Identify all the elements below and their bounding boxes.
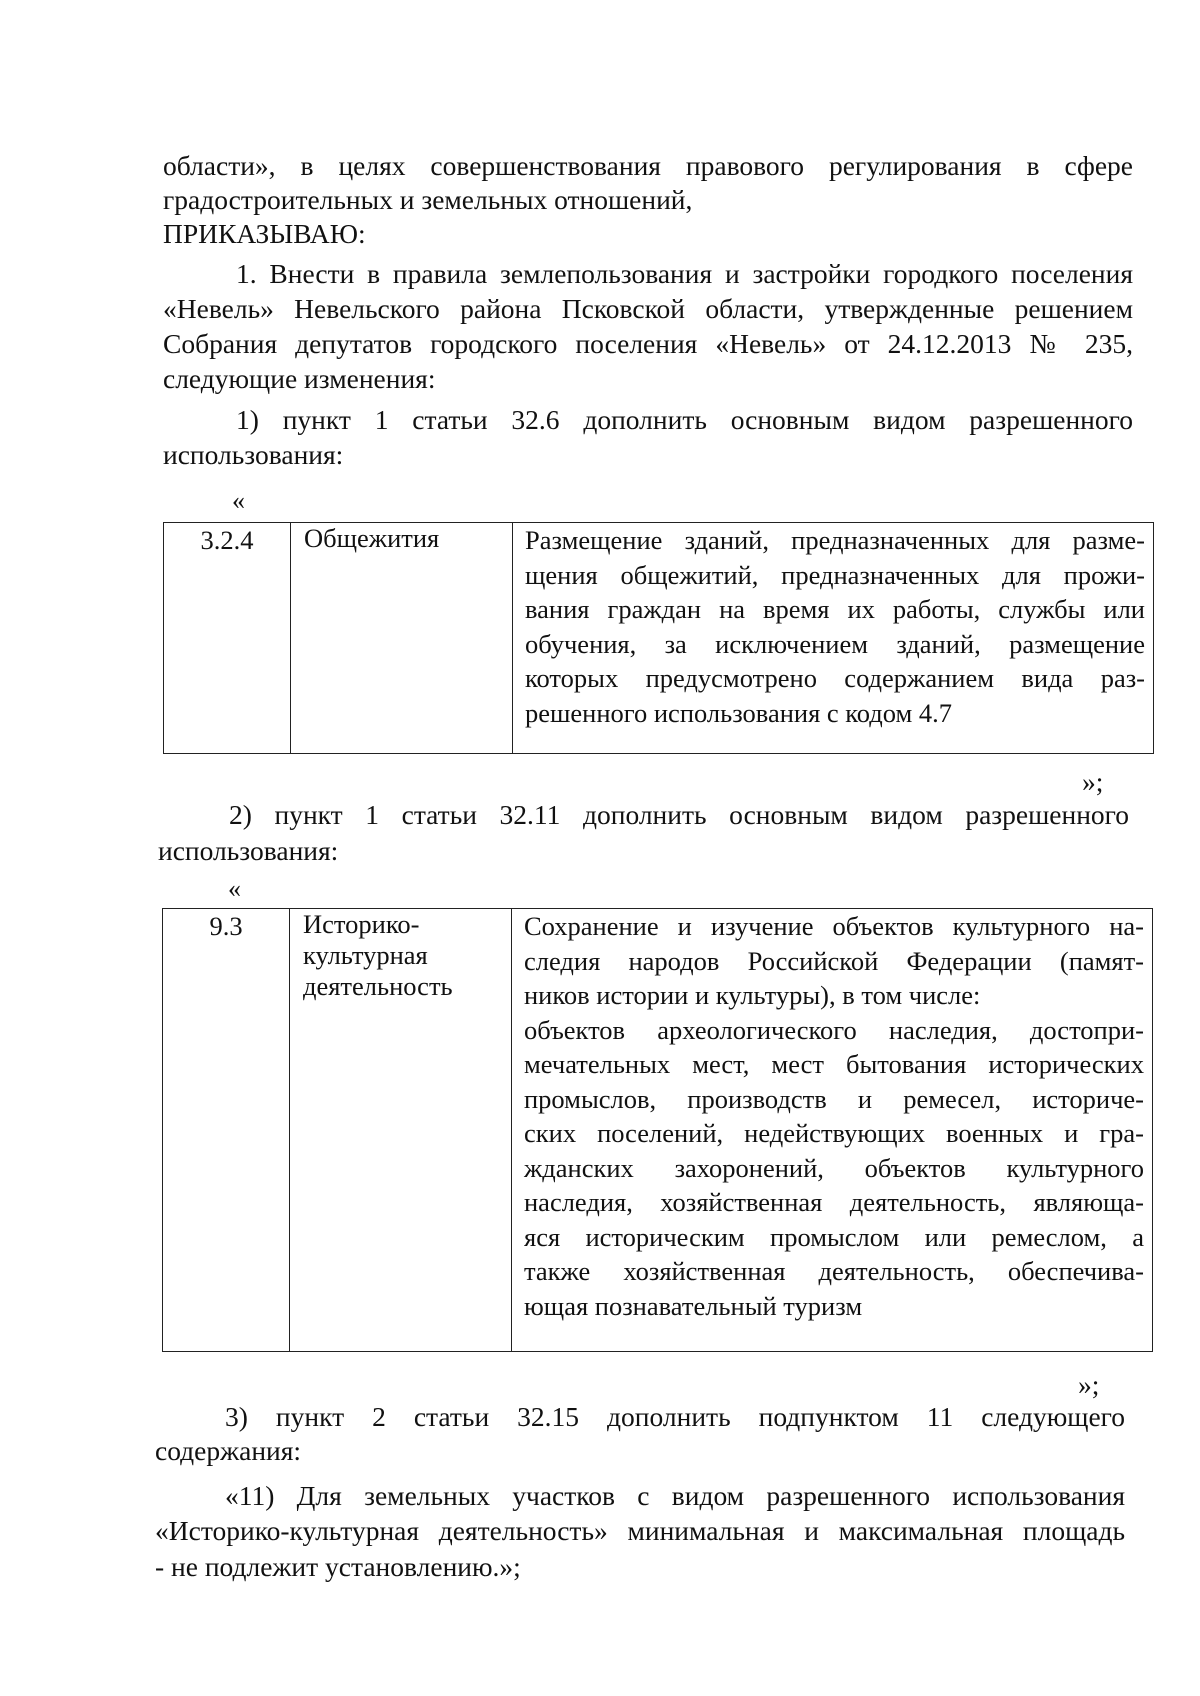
description-line: ющая познавательный туризм bbox=[524, 1290, 863, 1321]
description-line: мечательных мест, мест бытования исторических bbox=[524, 1049, 1144, 1079]
sub1-open-quote: « bbox=[232, 486, 245, 515]
sub3-text-line-3: - не подлежит установлению.»; bbox=[155, 1551, 521, 1582]
description-line: решенного использования с кодом 4.7 bbox=[525, 697, 953, 728]
description-line: щения общежитий, предназначенных для прожи- bbox=[525, 559, 1145, 590]
description-line: которых предусмотрено содержанием вида раз- bbox=[525, 663, 1145, 693]
description-line: жданских захоронений, объектов культурного bbox=[524, 1152, 1144, 1183]
land-use-table-2 bbox=[162, 908, 1153, 1352]
sub2-line-1: 2) пункт 1 статьи 32.11 дополнить основным видом разрешенного bbox=[229, 799, 1129, 830]
description-line: следия народов Российской Федерации (памят- bbox=[524, 945, 1144, 976]
description-line: промыслов, производств и ремесел, историче- bbox=[524, 1083, 1144, 1114]
description-line: также хозяйственная деятельность, обеспечива- bbox=[524, 1256, 1144, 1286]
use-name-line: Историко- bbox=[303, 909, 420, 939]
description-line: наследия, хозяйственная деятельность, являюща- bbox=[524, 1187, 1144, 1217]
use-code-cell: 3.2.4 bbox=[164, 523, 291, 754]
sub2-line-2: использования: bbox=[158, 835, 339, 866]
intro-line-1: области», в целях совершенствования правового регулирования в сфере bbox=[163, 150, 1133, 181]
land-use-table-1 bbox=[163, 522, 1154, 754]
table-row bbox=[163, 909, 1153, 1352]
use-code-cell: 9.3 bbox=[163, 909, 290, 1352]
sub1-close-quote: »; bbox=[1082, 766, 1104, 797]
use-name-line: культурная bbox=[303, 940, 428, 970]
description-line: Сохранение и изучение объектов культурного на- bbox=[524, 911, 1144, 941]
description-line: объектов археологического наследия, достопри- bbox=[524, 1014, 1144, 1045]
use-name-cell bbox=[291, 523, 513, 754]
use-name-cell bbox=[290, 909, 512, 1352]
description-line: Размещение зданий, предназначенных для разме- bbox=[525, 525, 1145, 555]
description-line: вания граждан на время их работы, службы или bbox=[525, 594, 1145, 624]
sub2-open-quote: « bbox=[228, 874, 241, 903]
item1-line-4: следующие изменения: bbox=[163, 363, 436, 394]
item1-line-1: 1. Внести в правила землепользования и застройки городкого поселения bbox=[236, 258, 1133, 289]
description-line: обучения, за исключением зданий, размещение bbox=[525, 628, 1145, 659]
description-line: ских поселений, недействующих военных и гра- bbox=[524, 1118, 1144, 1148]
use-name-line: Общежития bbox=[304, 523, 440, 553]
table-row bbox=[164, 523, 1154, 754]
sub3-line-1: 3) пункт 2 статьи 32.15 дополнить подпунктом 11 следующего bbox=[225, 1401, 1125, 1432]
sub1-line-1: 1) пункт 1 статьи 32.6 дополнить основным видом разрешенного bbox=[236, 404, 1133, 435]
description-line: яся историческим промыслом или ремеслом, а bbox=[524, 1221, 1144, 1252]
intro-line-2: градостроительных и земельных отношений, bbox=[163, 184, 693, 215]
sub3-text-line-2: «Историко-культурная деятельность» минимальная и максимальная площадь bbox=[155, 1515, 1125, 1546]
sub1-line-2: использования: bbox=[163, 439, 344, 470]
item1-line-2: «Невель» Невельского района Псковской области, утвержденные решением bbox=[163, 293, 1133, 324]
sub3-text-line-1: «11) Для земельных участков с видом разрешенного использования bbox=[225, 1480, 1125, 1511]
item1-line-3: Собрания депутатов городского поселения «Невель» от 24.12.2013 № 235, bbox=[163, 328, 1133, 359]
sub3-line-2: содержания: bbox=[155, 1435, 302, 1466]
use-name-line: деятельность bbox=[303, 971, 453, 1001]
order-heading: ПРИКАЗЫВАЮ: bbox=[163, 218, 366, 249]
sub2-close-quote: »; bbox=[1078, 1369, 1100, 1400]
use-description-cell bbox=[513, 523, 1154, 754]
use-description-cell bbox=[512, 909, 1153, 1352]
description-line: ников истории и культуры), в том числе: bbox=[524, 980, 981, 1010]
